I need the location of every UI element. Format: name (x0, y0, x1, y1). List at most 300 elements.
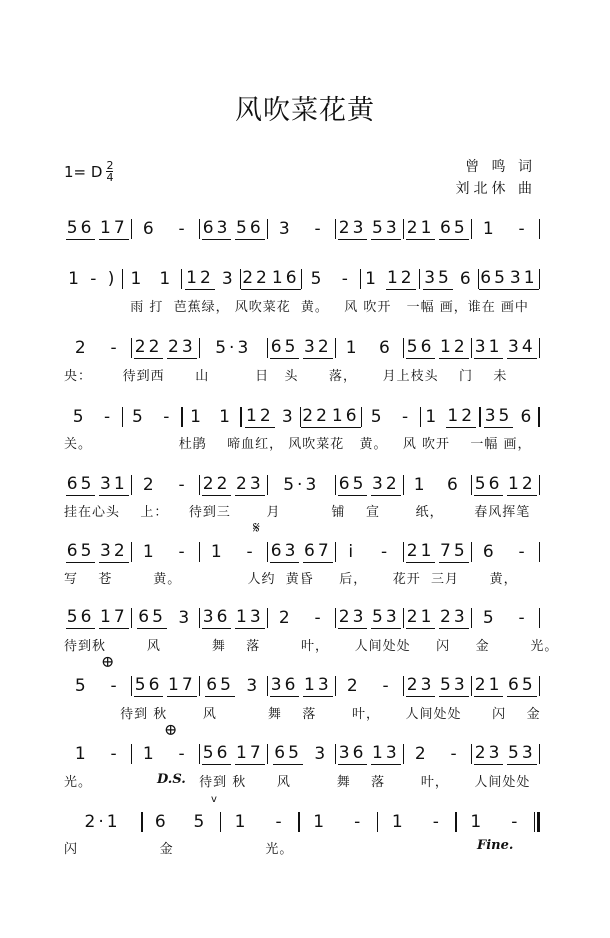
note-group: 6 (520, 407, 535, 427)
measure (268, 608, 335, 628)
note-group: 1 (313, 812, 328, 832)
measure (404, 541, 471, 563)
measure (404, 675, 471, 697)
lyric-line (64, 771, 530, 790)
note-group: 65 (274, 743, 302, 763)
bar-line (539, 338, 541, 358)
lyric-phrase: 门 (458, 369, 473, 384)
note-group: 1 (142, 542, 157, 562)
lyric-phrase: 关。 (64, 437, 93, 452)
measure (200, 743, 267, 765)
lyric-phrase: 春风挥笔 (474, 505, 531, 520)
measure (64, 407, 122, 427)
lyric-phrase: 待到三 (188, 505, 231, 520)
measure (472, 608, 539, 628)
note-group: 2 (74, 338, 89, 358)
measure (404, 337, 471, 359)
note-group: - (518, 608, 528, 628)
note-group: 56 (66, 218, 95, 238)
measure (64, 474, 131, 496)
note-group: 31 (509, 268, 538, 288)
note-group: 63 (202, 218, 231, 238)
note-group: - (178, 744, 188, 764)
measure (200, 474, 267, 496)
notation-row (64, 606, 540, 630)
measure (472, 219, 539, 239)
measure (132, 744, 199, 764)
lyric-phrase: 黄。 (300, 300, 329, 315)
note-group: 53 (508, 743, 536, 763)
lyric-phrase: 画，谁在 (439, 300, 496, 315)
measure (123, 407, 181, 427)
note-group: 32 (372, 474, 400, 494)
note-group: 67 (304, 541, 332, 561)
note-group: 1 (210, 542, 225, 562)
lyric-phrase: 月上枝头 (382, 369, 439, 384)
note-group: 1 (470, 812, 485, 832)
note-group: - (246, 542, 256, 562)
lyric-phrase: 舞 (211, 639, 226, 654)
note-group: 65 (270, 337, 299, 357)
note-group: 1 (159, 269, 174, 289)
measure (268, 219, 335, 239)
lyric-phrase: 叶， (420, 775, 449, 790)
note-group: 21 (406, 218, 435, 238)
note-group: 1 (190, 407, 204, 427)
note-group: 22 (134, 337, 163, 357)
note-group: 5 (74, 676, 89, 696)
measure (64, 676, 131, 696)
lyric-phrase: 上： (140, 505, 169, 520)
note-group: - (401, 407, 412, 427)
measure (242, 406, 300, 428)
note-group: 3 (178, 608, 193, 628)
lyric-phrase: 风 (402, 437, 417, 452)
lyric-phrase: 闪 (436, 639, 451, 654)
measure (420, 268, 478, 290)
lyric-phrase: 黄昏 (285, 572, 314, 587)
measure (64, 338, 131, 358)
note-group: 23 (406, 675, 435, 695)
lyric-phrase: 人约 (247, 572, 276, 587)
lyric-phrase: 落 (371, 775, 386, 790)
lyric-phrase: 秋 (153, 707, 168, 722)
note-group: 1 (425, 407, 440, 427)
note-group: 3 (278, 219, 293, 239)
note-group: 56 (474, 474, 503, 494)
measure (132, 675, 199, 697)
song-title: 风吹菜花黄 (235, 95, 375, 126)
lyric-phrase: 苍 (98, 572, 113, 587)
lyric-line (64, 838, 293, 857)
coda-icon-2: ⊕ (164, 720, 178, 739)
measure (268, 743, 335, 765)
measure (64, 744, 131, 764)
note-group: 12 (386, 268, 415, 288)
lyric-line (64, 635, 558, 654)
measure (404, 218, 471, 240)
note-group: 53 (372, 218, 400, 238)
measure (421, 406, 479, 428)
measure (64, 218, 131, 240)
note-group: 1 (130, 269, 145, 289)
measure (301, 406, 360, 428)
note-group: 3 (281, 407, 296, 427)
measure (64, 812, 141, 832)
note-group: 13 (304, 675, 332, 695)
measure (472, 542, 539, 562)
measure (404, 607, 471, 629)
note-group: 1 (142, 744, 157, 764)
note-group: 5 (72, 407, 87, 427)
measure (481, 406, 539, 428)
bar-line (539, 219, 541, 239)
lyric-line (64, 501, 530, 520)
measure (404, 744, 471, 764)
note-group: 17 (168, 675, 196, 695)
measure (64, 269, 122, 289)
note-group: 1 (413, 475, 428, 495)
note-group: - (314, 219, 324, 239)
note-group: 36 (338, 743, 367, 763)
note-group: 2 (278, 608, 293, 628)
notation-row (64, 674, 540, 698)
note-group: 16 (271, 268, 300, 288)
measure (479, 268, 538, 290)
lyric-phrase: 山 (195, 369, 210, 384)
lyric-phrase: 吹开 (363, 300, 392, 315)
lyric-phrase: 风 (146, 639, 161, 654)
lyric-phrase: 光。 (64, 775, 93, 790)
lyric-phrase: 秋 (232, 775, 247, 790)
note-group: 23 (338, 607, 367, 627)
note-group: 1 (219, 407, 233, 427)
lyric-phrase: 日 (255, 369, 270, 384)
notation-row (64, 336, 540, 360)
bar-line (534, 812, 540, 832)
measure (268, 541, 335, 563)
lyric-phrase: 黄。 (153, 572, 182, 587)
lyric-phrase: 待到西 (122, 369, 165, 384)
note-group: 5 (370, 407, 385, 427)
measure (302, 269, 360, 289)
note-group: 1 (482, 219, 497, 239)
note-group: 65 (138, 607, 166, 627)
lyric-phrase: 金 (159, 842, 174, 857)
note-group: 65 (480, 268, 508, 288)
note-group: 31 (100, 474, 128, 494)
note-group: 35 (484, 406, 513, 426)
note-group: 3 (314, 744, 329, 764)
note-group: - (511, 812, 521, 832)
note-group: 1 (74, 744, 89, 764)
coda-icon: ⊕ (101, 652, 115, 671)
lyric-phrase: 吹开 (421, 437, 450, 452)
measure (182, 268, 240, 290)
note-group: - (178, 219, 188, 239)
measure (132, 475, 199, 495)
lyric-phrase: 月 (266, 505, 281, 520)
note-group: 12 (246, 406, 274, 426)
note-group: 75 (440, 541, 468, 561)
note-group: - (110, 338, 120, 358)
lyric-line (64, 568, 518, 587)
note-group: 56 (202, 743, 231, 763)
note-group: - (110, 744, 120, 764)
time-signature (106, 160, 113, 183)
lyric-phrase: 金 (475, 639, 490, 654)
measure (336, 338, 403, 358)
segno-icon: 𝄋 (253, 518, 260, 537)
lyric-phrase: 光。 (265, 842, 294, 857)
measure (472, 474, 539, 496)
note-group: i (348, 542, 357, 562)
note-group: - (432, 812, 442, 832)
notation-row (64, 742, 540, 766)
fine-marking: Fine. (477, 838, 514, 853)
note-group: 12 (508, 474, 536, 494)
lyric-phrase: 落， (329, 369, 358, 384)
lyric-phrase: 人间处处 (474, 775, 531, 790)
note-group: 5 (132, 407, 146, 427)
measure (200, 542, 267, 562)
note-group: 17 (236, 743, 264, 763)
lyricist-credit: 曾 鸣 词 (465, 159, 536, 175)
bar-line (539, 744, 541, 764)
note-group: 6 (142, 219, 157, 239)
lyric-phrase: 叶， (352, 707, 381, 722)
measure (143, 812, 220, 832)
note-group: 56 (406, 337, 435, 357)
measure (64, 541, 131, 563)
lyric-phrase: 宣 (365, 505, 380, 520)
note-group: 1 (391, 812, 406, 832)
note-group: 6 (446, 475, 461, 495)
measure (268, 675, 335, 697)
bar-line (539, 269, 541, 289)
lyric-phrase: 雨 (130, 300, 145, 315)
lyric-line (64, 433, 531, 452)
note-group: 21 (406, 607, 435, 627)
measure (132, 337, 199, 359)
note-group: ) (107, 269, 118, 289)
measure (268, 337, 335, 359)
lyric-phrase: 杜鹃 (178, 437, 207, 452)
note-group: - (518, 542, 528, 562)
measure (241, 268, 300, 290)
lyric-phrase: 纸， (415, 505, 444, 520)
note-group: 34 (508, 337, 536, 357)
note-group: 5 (310, 269, 325, 289)
measure (336, 676, 403, 696)
lyric-phrase: 风吹菜花 (288, 437, 345, 452)
lyric-phrase: 后， (339, 572, 368, 587)
note-group: 17 (100, 607, 128, 627)
measure (361, 268, 419, 290)
measure (336, 607, 403, 629)
note-group: 3 (221, 269, 236, 289)
breath-mark: v (211, 794, 217, 805)
note-group: 23 (168, 337, 196, 357)
lyric-phrase: 舞 (267, 707, 282, 722)
lyric-phrase: 风吹菜花 (234, 300, 291, 315)
lyric-phrase: 央： (64, 369, 93, 384)
note-group: 22 (242, 268, 270, 288)
note-group: 35 (424, 268, 452, 288)
note-group: 36 (270, 675, 299, 695)
note-group: - (341, 269, 351, 289)
time-beats: 2 (106, 159, 114, 172)
note-group: 65 (206, 675, 234, 695)
measure (472, 337, 539, 359)
measure (64, 607, 131, 629)
lyric-line (64, 365, 507, 384)
lyric-phrase: 落 (246, 639, 261, 654)
measure (183, 407, 241, 427)
note-group: 6 (154, 812, 169, 832)
note-group: 63 (270, 541, 299, 561)
measure (336, 474, 403, 496)
lyric-phrase: 一幅 (406, 300, 435, 315)
note-group: 23 (440, 607, 468, 627)
note-group: 1 (234, 812, 249, 832)
lyric-phrase: 画， (503, 437, 532, 452)
lyric-phrase: 挂在心头 (64, 505, 121, 520)
note-group: 32 (304, 337, 332, 357)
bar-line (538, 407, 540, 427)
lyric-phrase: 人间处处 (354, 639, 411, 654)
notation-row (64, 473, 540, 497)
note-group: - (90, 269, 100, 289)
lyric-line (64, 703, 541, 722)
note-group: - (314, 608, 324, 628)
note-group: 12 (186, 268, 214, 288)
lyric-phrase: 写 (64, 572, 79, 587)
note-group: 13 (372, 743, 400, 763)
note-group: 12 (440, 337, 468, 357)
lyric-phrase: 芭蕉绿， (173, 300, 230, 315)
measure (300, 812, 377, 832)
lyric-phrase: 叶， (301, 639, 330, 654)
note-group: 56 (66, 607, 95, 627)
measure (336, 743, 403, 765)
lyric-phrase: 铺 (331, 505, 346, 520)
lyric-phrase: 头 (284, 369, 299, 384)
note-group: 3 (246, 676, 261, 696)
note-group: 53 (372, 607, 400, 627)
lyric-phrase: 风 (202, 707, 217, 722)
lyric-phrase: 未 (493, 369, 508, 384)
note-group: - (380, 542, 391, 562)
note-group: 31 (474, 337, 503, 357)
note-group: 2·1 (84, 812, 121, 832)
note-group: 65 (66, 541, 95, 561)
lyric-phrase: 风 (344, 300, 359, 315)
note-group: 23 (474, 743, 503, 763)
lyric-phrase: 人间处处 (405, 707, 462, 722)
note-group: 65 (440, 218, 468, 238)
note-group: 2 (142, 475, 157, 495)
measure (132, 542, 199, 562)
bar-line (539, 608, 541, 628)
lyric-phrase: 闪 (64, 842, 79, 857)
key-signature (64, 160, 113, 183)
note-group: 6 (378, 338, 393, 358)
time-unit: 4 (106, 171, 114, 184)
note-group: 21 (406, 541, 435, 561)
note-group: - (382, 676, 392, 696)
note-group: - (163, 407, 173, 427)
lyric-phrase: 啼血红， (227, 437, 284, 452)
measure (132, 607, 199, 629)
note-group: - (450, 744, 460, 764)
measure (336, 542, 403, 562)
key-label: 1= D (64, 162, 103, 181)
bar-line (539, 475, 541, 495)
note-group: 2 (346, 676, 361, 696)
note-group: 65 (338, 474, 367, 494)
note-group: - (178, 475, 188, 495)
lyric-phrase: 光。 (530, 639, 559, 654)
lyric-phrase: 舞 (336, 775, 351, 790)
lyric-phrase: 闪 (492, 707, 507, 722)
lyric-phrase: 待到 (199, 775, 228, 790)
measure (472, 675, 539, 697)
note-group: 23 (338, 218, 367, 238)
note-group: 5 (193, 812, 208, 832)
ds-marking: D.S. (157, 772, 186, 787)
note-group: 53 (440, 675, 468, 695)
notation-row (64, 810, 540, 834)
note-group: 22 (302, 406, 330, 426)
lyric-phrase: 落 (302, 707, 317, 722)
note-group: - (275, 812, 285, 832)
measure (200, 675, 267, 697)
lyric-phrase: 待到 (120, 707, 149, 722)
note-group: 21 (474, 675, 503, 695)
note-group: 23 (236, 474, 264, 494)
note-group: - (518, 219, 528, 239)
note-group: 1 (345, 338, 360, 358)
note-group: 16 (331, 406, 360, 426)
lyric-phrase: 花开 (392, 572, 421, 587)
note-group: 1 (365, 269, 379, 289)
measure (200, 607, 267, 629)
measure (378, 812, 455, 832)
bar-line (539, 676, 541, 696)
note-group: 5·3 (215, 338, 252, 358)
note-group: 17 (100, 218, 128, 238)
note-group: 2 (414, 744, 429, 764)
notation-row (64, 217, 540, 241)
measure (200, 218, 267, 240)
note-group: 65 (66, 474, 95, 494)
lyric-phrase: 金 (526, 707, 541, 722)
note-group: 13 (236, 607, 264, 627)
note-group: 32 (100, 541, 128, 561)
note-group: 6 (459, 269, 474, 289)
note-group: - (354, 812, 364, 832)
measure (457, 812, 534, 832)
measure (268, 475, 335, 495)
measure (472, 743, 539, 765)
measure (132, 219, 199, 239)
lyric-phrase: 待到秋 (64, 639, 107, 654)
lyric-phrase: 三月 (430, 572, 459, 587)
notation-row (64, 405, 540, 429)
measure (336, 218, 403, 240)
lyric-line (64, 296, 529, 315)
